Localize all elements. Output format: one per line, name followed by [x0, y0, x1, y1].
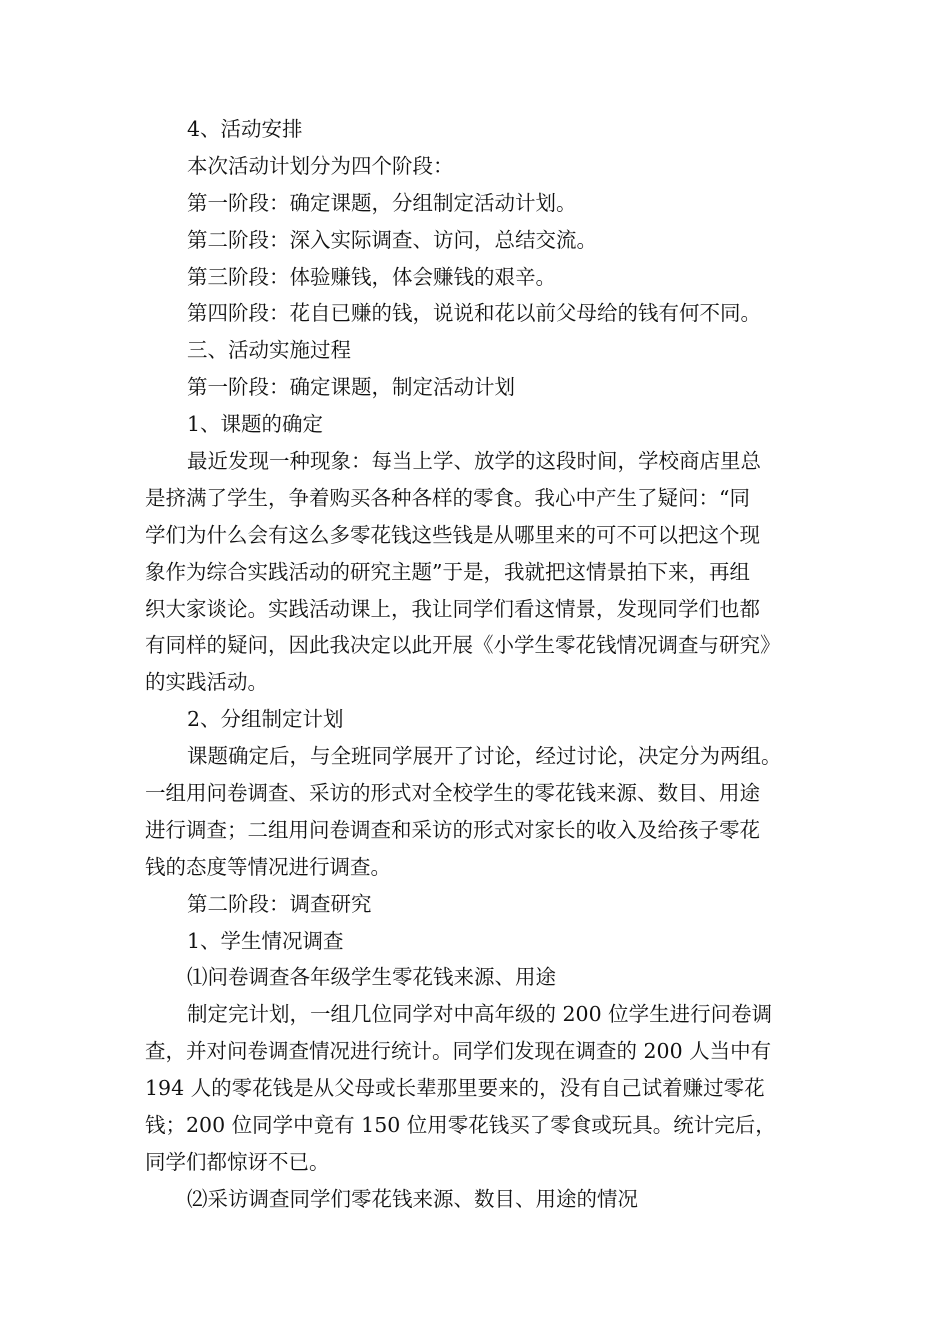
text-line: 查，并对问卷调查情况进行统计。同学们发现在调查的 200 人当中有: [145, 1039, 772, 1064]
text-line: 课题确定后，与全班同学展开了讨论，经过讨论，决定分为两组。: [187, 744, 782, 769]
text-line: 本次活动计划分为四个阶段：: [187, 153, 454, 178]
text-line: 第一阶段：确定课题，分组制定活动计划。: [187, 190, 577, 215]
text-line: ⑵采访调查同学们零花钱来源、数目、用途的情况: [187, 1186, 638, 1211]
text-line: 4、活动安排: [187, 117, 303, 141]
text-line: 第二阶段：调查研究: [187, 891, 372, 916]
text-line: 三、活动实施过程: [187, 338, 351, 363]
text-line: 钱；200 位同学中竟有 150 位用零花钱买了零食或玩具。统计完后，: [145, 1113, 776, 1138]
text-line: 1、学生情况调查: [187, 928, 344, 953]
text-line: 第一阶段：确定课题，制定活动计划: [187, 375, 515, 400]
text-line: 第四阶段：花自已赚的钱，说说和花以前父母给的钱有何不同。: [187, 301, 761, 326]
text-line: 同学们都惊讶不已。: [145, 1149, 330, 1174]
text-line: 钱的态度等情况进行调查。: [145, 854, 391, 879]
document-body: [145, 111, 815, 1218]
text-line: 第三阶段：体验赚钱，体会赚钱的艰辛。: [187, 264, 556, 289]
text-line: 的实践活动。: [145, 670, 268, 695]
text-line: 织大家谈论。实践活动课上，我让同学们看这情景，发现同学们也都: [145, 596, 760, 621]
text-line: 进行调查；二组用问卷调查和采访的形式对家长的收入及给孩子零花: [145, 817, 760, 842]
text-line: 象作为综合实践活动的研究主题”于是，我就把这情景拍下来，再组: [145, 559, 750, 584]
text-line: 学们为什么会有这么多零花钱这些钱是从哪里来的可不可以把这个现: [145, 522, 760, 547]
text-line: 1、课题的确定: [187, 412, 324, 437]
text-line: 194 人的零花钱是从父母或长辈那里要来的，没有自己试着赚过零花: [145, 1076, 765, 1101]
text-line: 制定完计划，一组几位同学对中高年级的 200 位学生进行问卷调: [187, 1002, 773, 1027]
text-line: 有同样的疑问，因此我决定以此开展《小学生零花钱情况调查与研究》: [145, 633, 781, 658]
text-line: 最近发现一种现象：每当上学、放学的这段时间，学校商店里总: [187, 449, 761, 474]
text-line: 2、分组制定计划: [187, 707, 344, 732]
text-line: 一组用问卷调查、采访的形式对全校学生的零花钱来源、数目、用途: [145, 781, 760, 806]
text-line: 是挤满了学生，争着购买各种各样的零食。我心中产生了疑问：“同: [145, 485, 750, 510]
text-line: 第二阶段：深入实际调查、访问，总结交流。: [187, 227, 597, 252]
text-line: ⑴问卷调查各年级学生零花钱来源、用途: [187, 965, 556, 990]
